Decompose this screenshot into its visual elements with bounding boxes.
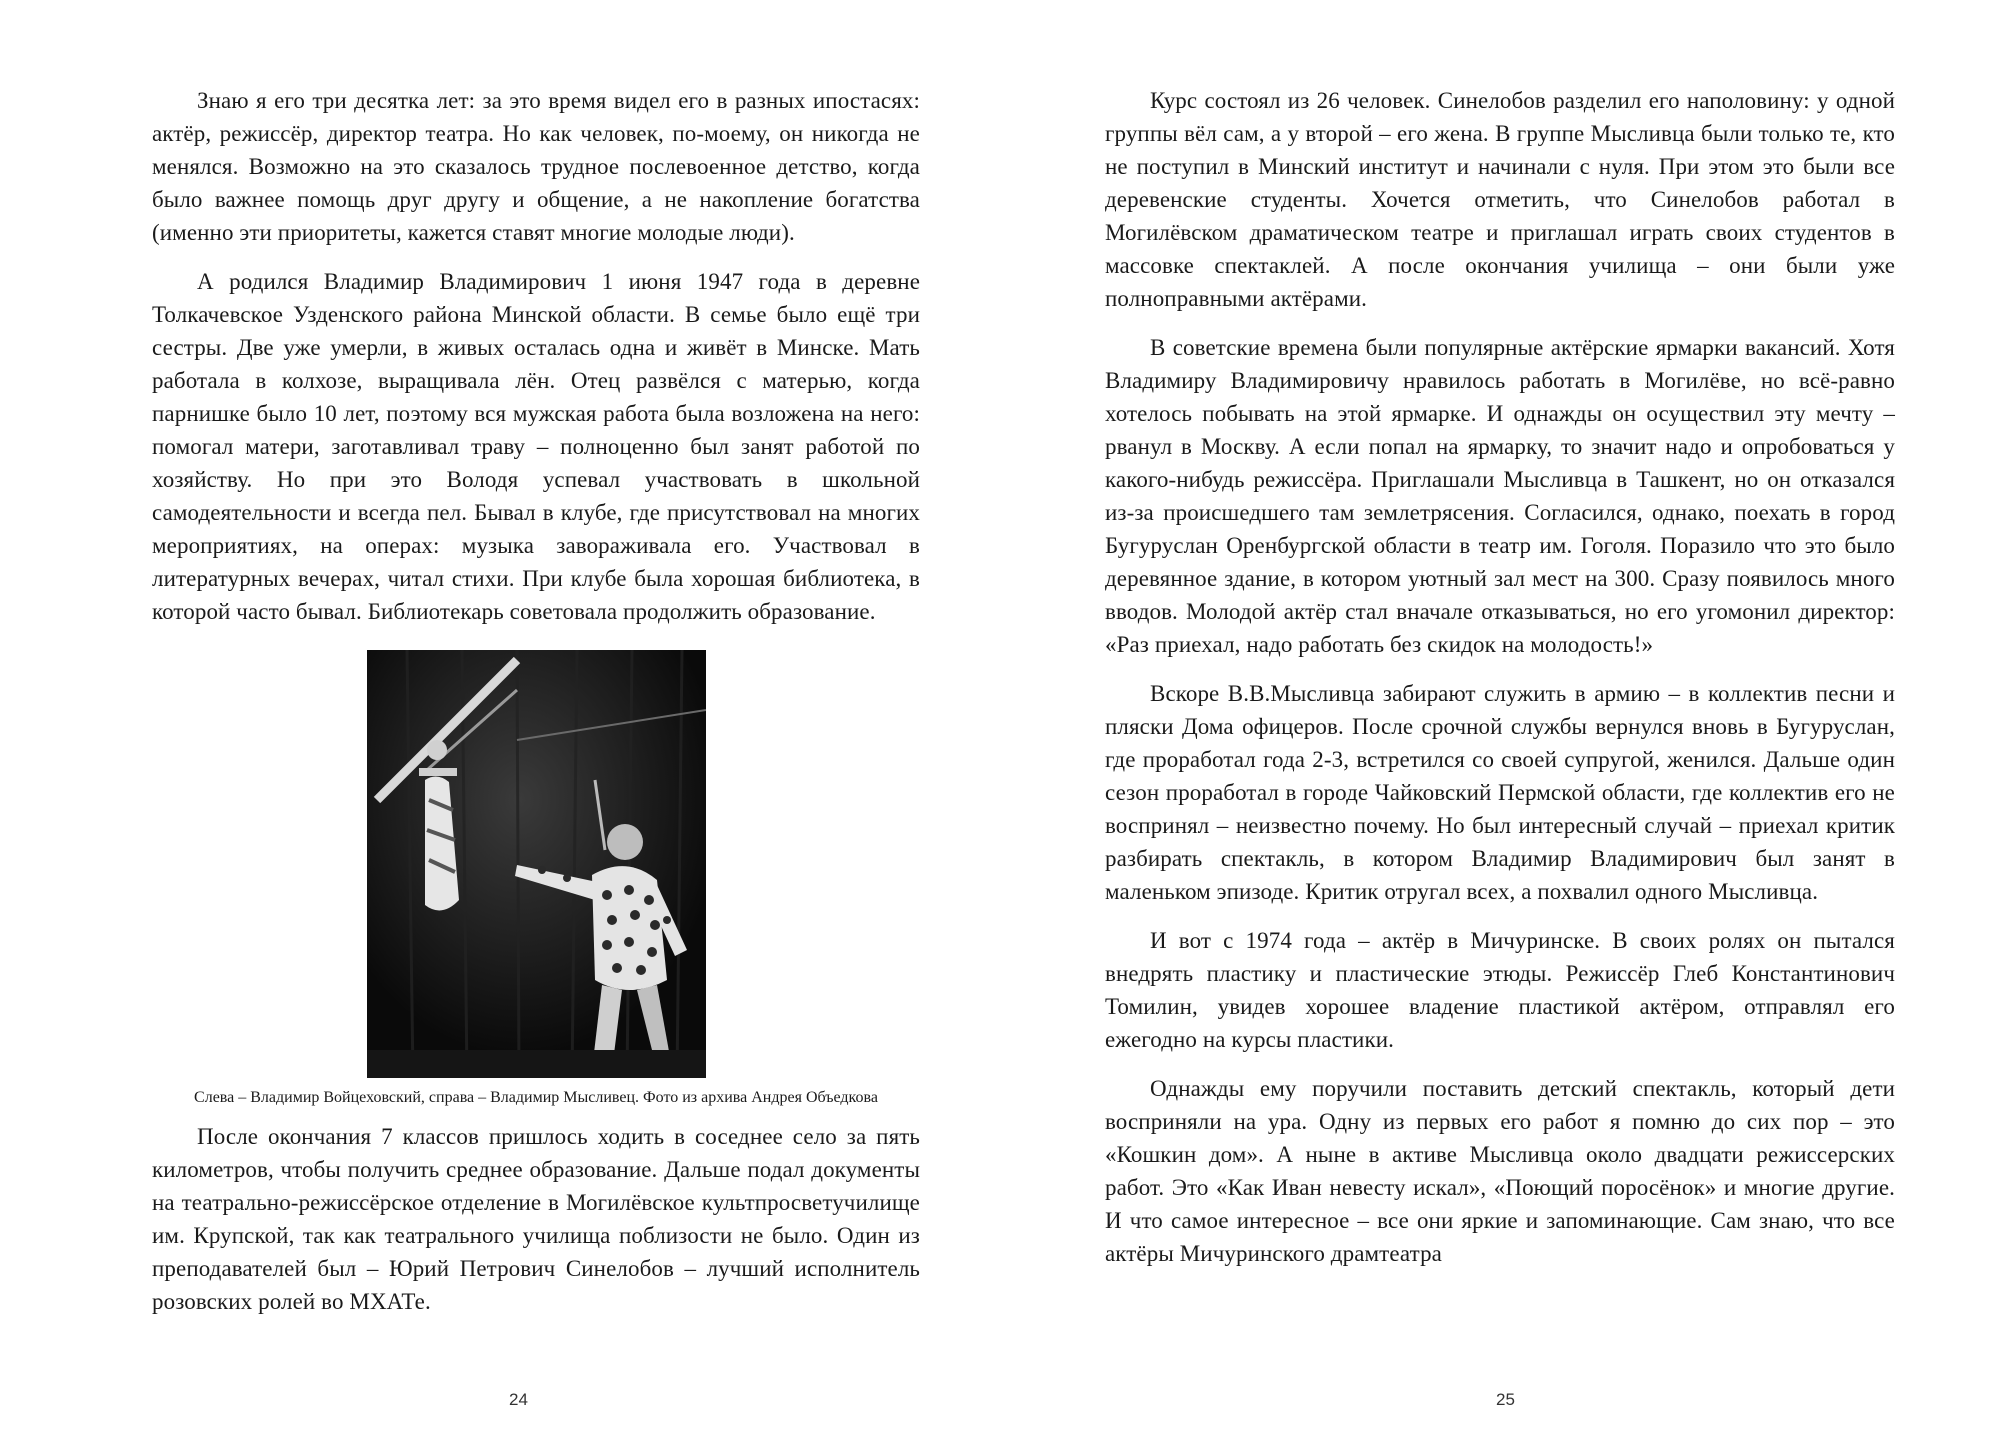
paragraph: В советские времена были популярные актёрские ярмарки вакансий. Хотя Владимиру Владимировичу нравилось работать в Могилёве, но всё-равно хотелось побывать на этой ярмарке. И однажды он осуществил эту мечту – рванул в Москву. А если попал на ярмарку, то значит надо и опробоваться у какого-нибудь режиссёра. Приглашали Мысливца в Ташкент, но он отказался из-за происшедшего там землетрясения. Согласился, однако, поехать в город Бугуруслан Оренбургской области в театр им. Гоголя. Поразило что это было деревянное здание, в котором уютный зал мест на 300. Сразу появилось много вводов. Молодой актёр стал вначале отказываться, но его угомонил директор: «Раз приехал, надо работать без скидок на молодость!»: [1105, 335, 1895, 657]
photo-figure: [152, 650, 920, 1108]
right-text-column: [1105, 84, 1895, 1270]
paragraph: Знаю я его три десятка лет: за это время видел его в разных ипостасях: актёр, режиссёр, директор театра. Но как человек, по-моему, он никогда не менялся. Возможно на это сказалось трудное послевоенное детство, когда было важнее помощь друг другу и общение, а не накопление богатства (именно эти приоритеты, кажется ставят многие молодые люди).: [152, 88, 920, 245]
left-text-column: [152, 84, 920, 1318]
photo-caption: Слева – Владимир Войцеховский, справа – Владимир Мысливец. Фото из архива Андрея Объедкова: [194, 1089, 878, 1106]
stage-photo: [367, 650, 706, 1078]
paragraph: Курс состоял из 26 человек. Синелобов разделил его наполовину: у одной группы вёл сам, а у второй – его жена. В группе Мысливца были только те, кто не поступил в Минский институт и начинали с нуля. При этом это были все деревенские студенты. Хочется отметить, что Синелобов работал в Могилёвском драматическом театре и приглашал играть своих студентов в массовке спектаклей. А после окончания училища – они были уже полноправными актёрами.: [1105, 88, 1895, 311]
paragraph: Вскоре В.В.Мысливца забирают служить в армию – в коллектив песни и пляски Дома офицеров. После срочной службы вернулся вновь в Бугуруслан, где проработал года 2-3, встретился со своей супругой, женился. Дальше один сезон проработал в городе Чайковский Пермской области, где коллектив его не воспринял – неизвестно почему. Но был интересный случай – приехал критик разбирать спектакль, в котором Владимир Владимирович был занят в маленьком эпизоде. Критик отругал всех, а похвалил одного Мысливца.: [1105, 681, 1895, 904]
paragraph: После окончания 7 классов пришлось ходить в соседнее село за пять километров, чтобы получить среднее образование. Дальше подал документы на театрально-режиссёрское отделение в Могилёвское культпросветучилище им. Крупской, так как театрального училища поблизости не было. Один из преподавателей был – Юрий Петрович Синелобов – лучший исполнитель розовских ролей во МХАТе.: [152, 1124, 920, 1314]
page-number: 25: [1496, 1390, 1515, 1409]
paragraph: И вот с 1974 года – актёр в Мичуринске. В своих ролях он пытался внедрять пластику и пластические этюды. Режиссёр Глеб Константинович Томилин, увидев хорошее владение пластикой актёром, отправлял его ежегодно на курсы пластики.: [1105, 928, 1895, 1052]
right-page: [1000, 0, 2000, 1454]
paragraph: Однажды ему поручили поставить детский спектакль, который дети восприняли на ура. Одну из первых его работ я помню до сих пор – это «Кошкин дом». А ныне в активе Мысливца около двадцати режиссерских работ. Это «Как Иван невесту искал», «Поющий поросёнок» и многие другие. И что самое интересное – все они яркие и запоминающие. Сам знаю, что все актёры Мичуринского драмтеатра: [1105, 1076, 1895, 1266]
page-number: 24: [509, 1390, 528, 1409]
paragraph: А родился Владимир Владимирович 1 июня 1947 года в деревне Толкачевское Узденского района Минской области. В семье было ещё три сестры. Две уже умерли, в живых осталась одна и живёт в Минске. Мать работала в колхозе, выращивала лён. Отец развёлся с матерью, когда парнишке было 10 лет, поэтому вся мужская работа была возложена на него: помогал матери, заготавливал траву – полноценно был занят работой по хозяйству. Но при это Володя успевал участвовать в школьной самодеятельности и всегда пел. Бывал в клубе, где присутствовал на многих мероприятиях, на операх: музыка завораживала его. Участвовал в литературных вечерах, читал стихи. При клубе была хорошая библиотека, в которой часто бывал. Библиотекарь советовала продолжить образование.: [152, 269, 920, 624]
